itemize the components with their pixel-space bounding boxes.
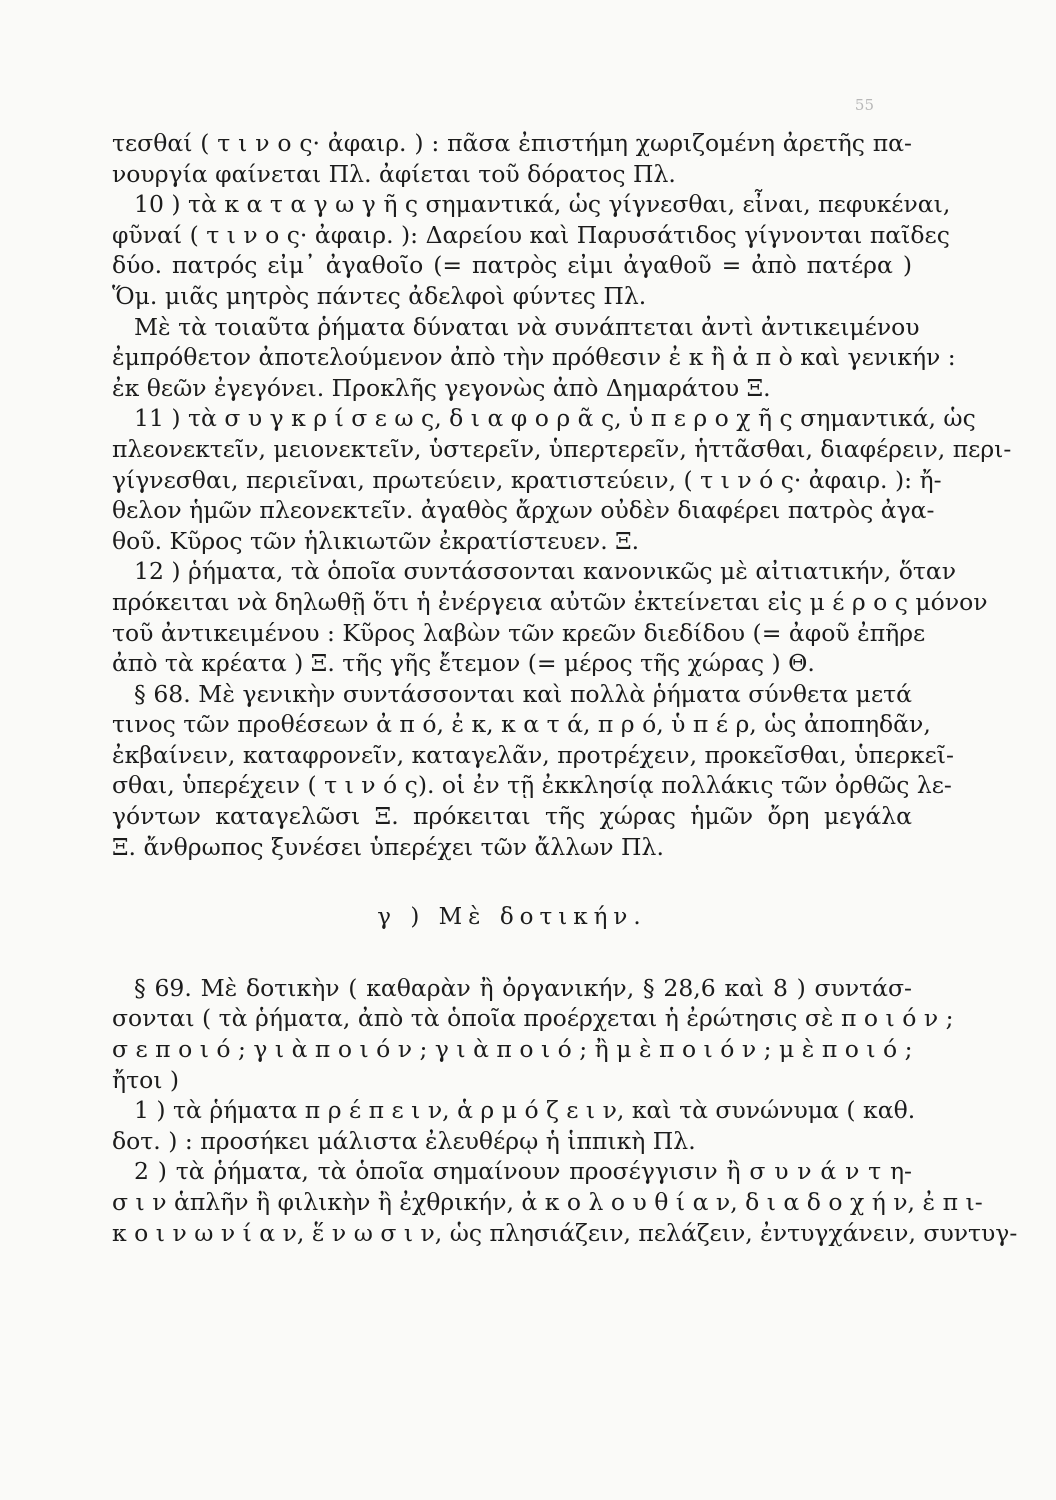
text-line: πλεονεκτεῖν, μειονεκτεῖν, ὑστερεῖν, ὑπερτερεῖν, ἡττᾶσθαι, διαφέρειν, περι- bbox=[112, 434, 1012, 463]
text-line: σονται ( τὰ ῥήματα, ἀπὸ τὰ ὁποῖα προέρχεται ἡ ἐρώτησις σὲ π ο ι ό ν ; bbox=[112, 1004, 954, 1033]
text-line: ἐκβαίνειν, καταφρονεῖν, καταγελᾶν, προτρέχειν, προκεῖσθαι, ὑπερκεῖ- bbox=[112, 740, 954, 769]
text-line: ἐκ θεῶν ἐγεγόνει. Προκλῆς γεγονὼς ἀπὸ Δημαράτου Ξ. bbox=[112, 373, 771, 402]
text-line: θοῦ. Κῦρος τῶν ἡλικιωτῶν ἐκρατίστευεν. Ξ. bbox=[112, 526, 640, 555]
section-68-first-line: § 68. Μὲ γενικὴν συντάσσονται καὶ πολλὰ ῥήματα σύνθετα μετά bbox=[134, 679, 912, 708]
text-line: φῦναί ( τ ι ν ο ς· ἀφαιρ. ): Δαρείου καὶ Παρυσάτιδος γίγνονται παῖδες bbox=[112, 220, 950, 249]
text-line: πρόκειται νὰ δηλωθῇ ὅτι ἡ ἐνέργεια αὐτῶν ἐκτείνεται εἰς μ έ ρ ο ς μόνον bbox=[112, 587, 988, 616]
text-line: σ ε π ο ι ό ; γ ι ὰ π ο ι ό ν ; γ ι ὰ π ο ι ό ; ἢ μ ὲ π ο ι ό ν ; μ ὲ π ο ι ό ; bbox=[112, 1035, 913, 1064]
text-line: Μὲ τὰ τοιαῦτα ῥήματα δύναται νὰ συνάπτεται ἀντὶ ἀντικειμένου bbox=[134, 312, 920, 341]
text-line: Ξ. ἄνθρωπος ξυνέσει ὑπερέχει τῶν ἄλλων Πλ. bbox=[112, 832, 664, 861]
subsection-heading: γ ) Μὲ δοτικήν. bbox=[377, 904, 647, 931]
text-line: τεσθαί ( τ ι ν ο ς· ἀφαιρ. ) : πᾶσα ἐπιστήμη χωριζομένη ἀρετῆς πα- bbox=[112, 129, 912, 157]
text-line: 1 ) τὰ ῥήματα π ρ έ π ε ι ν, ἁ ρ μ ό ζ ε ι ν, καὶ τὰ συνώνυμα ( καθ. bbox=[134, 1096, 916, 1125]
text-line: τινος τῶν προθέσεων ἀ π ό, ἐ κ, κ α τ ά, π ρ ό, ὑ π έ ρ, ὡς ἀποπηδᾶν, bbox=[112, 710, 931, 739]
text-line: 2 ) τὰ ῥήματα, τὰ ὁποῖα σημαίνουν προσέγγισιν ἢ σ υ ν ά ν τ η- bbox=[134, 1157, 912, 1186]
text-line: νουργία φαίνεται Πλ. ἀφίεται τοῦ δόρατος Πλ. bbox=[112, 159, 676, 188]
text-line: τοῦ ἀντικειμένου : Κῦρος λαβὼν τῶν κρεῶν διεδίδου (= ἀφοῦ ἐπῆρε bbox=[112, 618, 926, 647]
text-line: θελον ἡμῶν πλεονεκτεῖν. ἀγαθὸς ἄρχων οὐδὲν διαφέρει πατρὸς ἀγα- bbox=[112, 496, 935, 525]
text-line: ἀπὸ τὰ κρέατα ) Ξ. τῆς γῆς ἔτεμον (= μέρος τῆς χώρας ) Θ. bbox=[112, 649, 815, 678]
text-line: ἤτοι ) bbox=[112, 1065, 180, 1094]
spacer bbox=[112, 862, 912, 902]
spacer bbox=[112, 933, 912, 973]
text-line: σ ι ν ἁπλῆν ἢ φιλικὴν ἢ ἐχθρικήν, ἀ κ ο λ ο υ θ ί α ν, δ ι α δ ο χ ή ν, ἐ π ι- bbox=[112, 1188, 983, 1216]
body-text bbox=[112, 128, 1018, 1248]
text-line: ἐμπρόθετον ἀποτελούμενον ἀπὸ τὴν πρόθεσιν ἐ κ ἢ ἀ π ὸ καὶ γενικήν : bbox=[112, 343, 956, 372]
text-line: σθαι, ὑπερέχειν ( τ ι ν ό ς). οἱ ἐν τῇ ἐκκλησίᾳ πολλάκις τῶν ὀρθῶς λε- bbox=[112, 771, 952, 800]
page-number: 55 bbox=[854, 96, 874, 114]
text-line: κ ο ι ν ω ν ί α ν, ἕ ν ω σ ι ν, ὡς πλησιάζειν, πελάζειν, ἐντυγχάνειν, συντυγ- bbox=[112, 1218, 1018, 1247]
text-line: 12 ) ῥήματα, τὰ ὁποῖα συντάσσονται κανονικῶς μὲ αἰτιατικήν, ὅταν bbox=[134, 557, 957, 586]
text-line: δοτ. ) : προσήκει μάλιστα ἐλευθέρῳ ἡ ἱππικὴ Πλ. bbox=[112, 1126, 696, 1155]
text-line: γόντων καταγελῶσι Ξ. πρόκειται τῆς χώρας ἡμῶν ὄρη μεγάλα bbox=[112, 802, 912, 831]
text-line: 11 ) τὰ σ υ γ κ ρ ί σ ε ω ς, δ ι α φ ο ρ ᾶ ς, ὑ π ε ρ ο χ ῆ ς σημαντικά, ὡς bbox=[134, 404, 976, 433]
text-line: δύο. πατρός εἰμ᾽ ἀγαθοῖο (= πατρὸς εἰμι ἀγαθοῦ = ἀπὸ πατέρα ) bbox=[112, 251, 912, 280]
text-line: Ὅμ. μιᾶς μητρὸς πάντες ἀδελφοὶ φύντες Πλ. bbox=[112, 281, 647, 310]
text-line: 10 ) τὰ κ α τ α γ ω γ ῆ ς σημαντικά, ὡς γίγνεσθαι, εἶναι, πεφυκέναι, bbox=[134, 190, 951, 219]
section-69-first-line: § 69. Μὲ δοτικὴν ( καθαρὰν ἢ ὀργανικήν, § 28,6 καὶ 8 ) συντάσ- bbox=[134, 973, 912, 1002]
text-line: γίγνεσθαι, περιεῖναι, πρωτεύειν, κρατιστεύειν, ( τ ι ν ό ς· ἀφαιρ. ): ἤ- bbox=[112, 465, 942, 494]
